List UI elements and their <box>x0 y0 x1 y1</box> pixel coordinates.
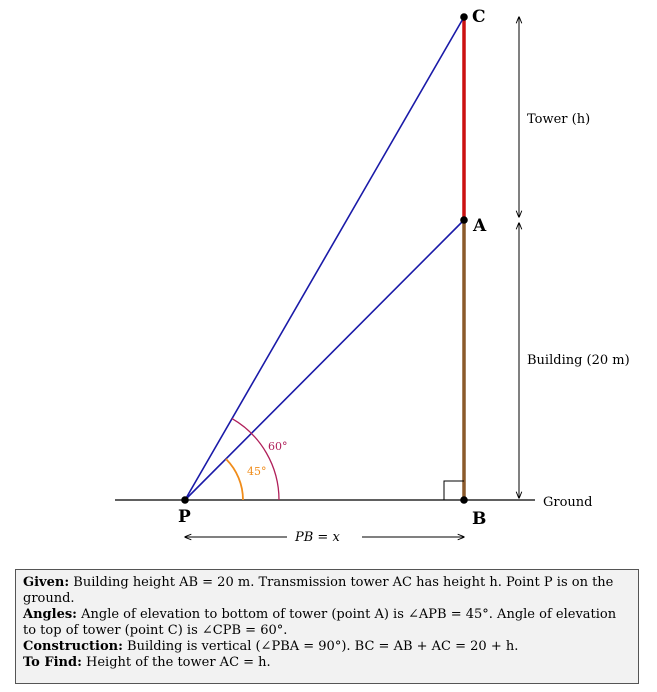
point-c <box>460 13 468 21</box>
angles-line <box>23 607 631 639</box>
find-line <box>23 655 631 671</box>
pb-label: PB = x <box>295 530 340 545</box>
given-text: Building height AB = 20 m. Transmission tower AC has height h. Point P is on the ground. <box>23 575 614 606</box>
angle-label-60: 60° <box>268 440 288 453</box>
point-a <box>460 216 468 224</box>
angles-text: Angle of elevation to bottom of tower (point A) is ∠APB = 45°. Angle of elevation to top of tower (point C) is ∠CPB = 60°. <box>23 607 617 638</box>
right-angle-marker <box>444 481 464 500</box>
point-label-a: A <box>473 216 487 236</box>
angle-label-45: 45° <box>247 465 267 478</box>
angle-arc-60 <box>232 419 279 500</box>
point-label-c: C <box>472 7 486 27</box>
find-heading: To Find: <box>23 655 82 670</box>
sight-line-pc <box>185 17 464 500</box>
construction-line <box>23 639 631 655</box>
find-text: Height of the tower AC = h. <box>86 655 271 670</box>
angle-arc-45 <box>226 459 243 500</box>
construction-text: Building is vertical (∠PBA = 90°). BC = AB + AC = 20 + h. <box>127 639 519 654</box>
building-label: Building (20 m) <box>527 353 630 368</box>
given-line <box>23 575 631 607</box>
sight-line-pa <box>185 220 464 500</box>
point-label-b: B <box>472 509 487 529</box>
point-b <box>460 496 468 504</box>
point-p <box>181 496 189 504</box>
point-label-p: P <box>178 507 191 527</box>
ground-label: Ground <box>543 495 593 510</box>
tower-label: Tower (h) <box>527 112 591 127</box>
angles-heading: Angles: <box>23 607 77 622</box>
given-heading: Given: <box>23 575 70 590</box>
construction-heading: Construction: <box>23 639 123 654</box>
problem-info-box <box>15 569 639 684</box>
